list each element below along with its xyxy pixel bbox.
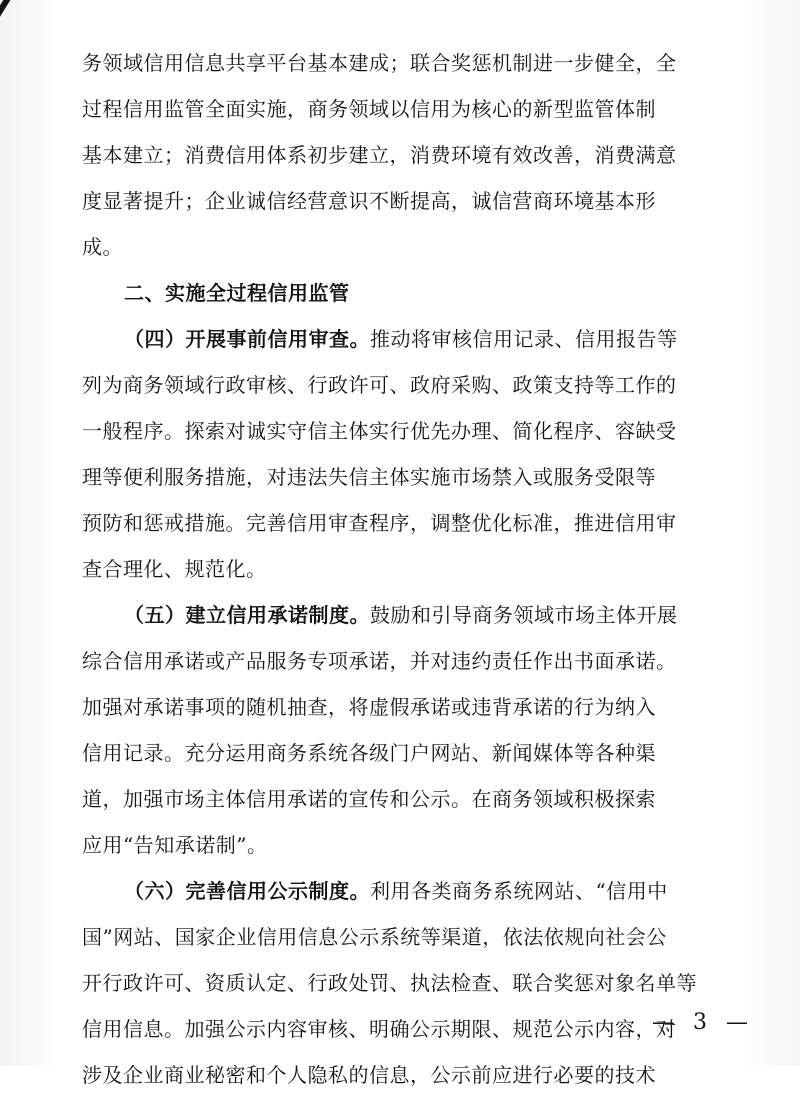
body-line: 预防和惩戒措施。完善信用审查程序，调整优化标准，推进信用审 — [82, 511, 677, 535]
body-line: 务领域信用信息共享平台基本建成；联合奖惩机制进一步健全，全 — [82, 51, 677, 75]
body-line: 一般程序。探索对诚实守信主体实行优先办理、简化程序、容缺受 — [82, 419, 677, 443]
body-line: 列为商务领域行政审核、行政许可、政府采购、政策支持等工作的 — [82, 373, 677, 397]
body-line: 综合信用承诺或产品服务专项承诺，并对违约责任作出书面承诺。 — [82, 649, 677, 673]
page-number: — 3 — — [652, 1010, 754, 1035]
paragraph-5-title: （五）建立信用承诺制度。 — [124, 603, 370, 627]
body-line: 基本建立；消费信用体系初步建立，消费环境有效改善，消费满意 — [82, 143, 677, 167]
body-line: 加强对承诺事项的随机抽查，将虚假承诺或违背承诺的行为纳入 — [82, 695, 656, 719]
body-line: 应用“告知承诺制”。 — [82, 833, 268, 857]
body-line: 涉及企业商业秘密和个人隐私的信息，公示前应进行必要的技术 — [82, 1063, 656, 1087]
body-line: 过程信用监管全面实施，商务领域以信用为核心的新型监管体制 — [82, 97, 656, 121]
document-body — [82, 40, 742, 1098]
paragraph-4-text: 推动将审核信用记录、信用报告等 — [370, 327, 678, 351]
body-line: 信用记录。充分运用商务系统各级门户网站、新闻媒体等各种渠 — [82, 741, 656, 765]
paragraph-6-first-line — [82, 868, 742, 914]
body-line: 查合理化、规范化。 — [82, 557, 267, 581]
body-line: 开行政许可、资质认定、行政处罚、执法检查、联合奖惩对象名单等 — [82, 971, 697, 995]
body-line: 理等便利服务措施，对违法失信主体实施市场禁入或服务受限等 — [82, 465, 656, 489]
binding-mark — [0, 0, 57, 45]
paragraph-6-text: 利用各类商务系统网站、“信用中 — [370, 879, 668, 903]
body-line: 信用信息。加强公示内容审核、明确公示期限、规范公示内容，对 — [82, 1017, 677, 1041]
body-line: 成。 — [82, 235, 123, 259]
paragraph-6-title: （六）完善信用公示制度。 — [124, 879, 370, 903]
body-line: 国”网站、国家企业信用信息公示系统等渠道，依法依规向社会公 — [82, 925, 667, 949]
body-line: 度显著提升；企业诚信经营意识不断提高，诚信营商环境基本形 — [82, 189, 656, 213]
paragraph-5-first-line — [82, 592, 742, 638]
paragraph-4-first-line — [82, 316, 742, 362]
body-line: 道，加强市场主体信用承诺的宣传和公示。在商务领域积极探索 — [82, 787, 656, 811]
section-heading: 二、实施全过程信用监管 — [124, 281, 350, 305]
paragraph-5-text: 鼓励和引导商务领域市场主体开展 — [370, 603, 678, 627]
paragraph-4-title: （四）开展事前信用审查。 — [124, 327, 370, 351]
